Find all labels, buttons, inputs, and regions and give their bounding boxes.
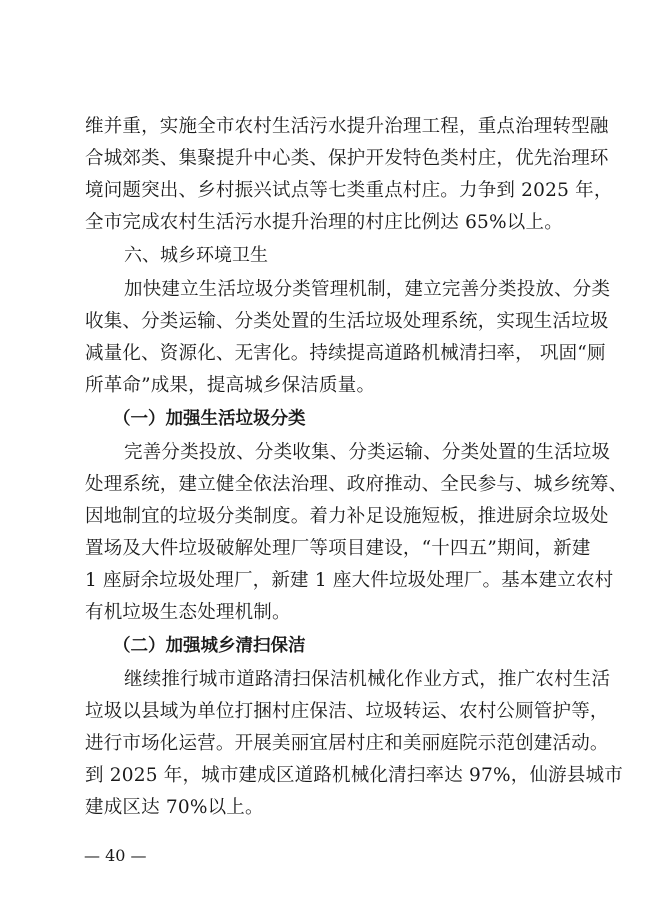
body-text-line: 所革命”成果，提高城乡保洁质量。 xyxy=(85,375,376,396)
body-text-line: 建成区达 70%以上。 xyxy=(85,797,264,818)
body-text-line: 有机垃圾生态处理机制。 xyxy=(85,602,291,623)
body-text-line: 合城郊类、集聚提升中心类、保护开发特色类村庄，优先治理环 xyxy=(85,148,609,169)
body-text-line: 到 2025 年，城市建成区道路机械化清扫率达 97%，仙游县城市 xyxy=(85,765,623,786)
subsection-heading: （二）加强城乡清扫保洁 xyxy=(113,636,306,656)
body-text-line: 继续推行城市道路清扫保洁机械化作业方式，推广农村生活 xyxy=(124,669,611,690)
body-text-line: 因地制宜的垃圾分类制度。着力补足设施短板，推进厨余垃圾处 xyxy=(85,506,609,527)
body-text-line: 处理系统，建立健全依法治理、政府推动、全民参与、城乡统筹、 xyxy=(85,474,628,495)
body-text-line: 境问题突出、乡村振兴试点等七类重点村庄。力争到 2025 年， xyxy=(85,180,613,201)
body-text-line: 收集、分类运输、分类处置的生活垃圾处理系统，实现生活垃圾 xyxy=(85,311,609,332)
body-text-line: 进行市场化运营。开展美丽宜居村庄和美丽庭院示范创建活动。 xyxy=(85,733,609,754)
body-text-line: 置场及大件垃圾破解处理厂等项目建设，“十四五”期间，新建 xyxy=(85,538,591,559)
body-text-line: 加快建立生活垃圾分类管理机制，建立完善分类投放、分类 xyxy=(124,279,611,300)
body-text-line: 减量化、资源化、无害化。持续提高道路机械清扫率， 巩固“厕 xyxy=(85,343,606,364)
body-text-line: 垃圾以县域为单位打捆村庄保洁、垃圾转运、农村公厕管护等， xyxy=(85,701,609,722)
page-number: — 40 — xyxy=(84,846,147,865)
body-text-line: 全市完成农村生活污水提升治理的村庄比例达 65%以上。 xyxy=(85,212,563,233)
subsection-heading: （一）加强生活垃圾分类 xyxy=(113,409,306,429)
body-text-line: 1 座厨余垃圾处理厂，新建 1 座大件垃圾处理厂。基本建立农村 xyxy=(85,570,614,591)
body-text-line: 维并重，实施全市农村生活污水提升治理工程，重点治理转型融 xyxy=(85,116,609,137)
body-text-line: 完善分类投放、分类收集、分类运输、分类处置的生活垃圾 xyxy=(124,442,611,463)
section-heading: 六、城乡环境卫生 xyxy=(124,245,268,266)
